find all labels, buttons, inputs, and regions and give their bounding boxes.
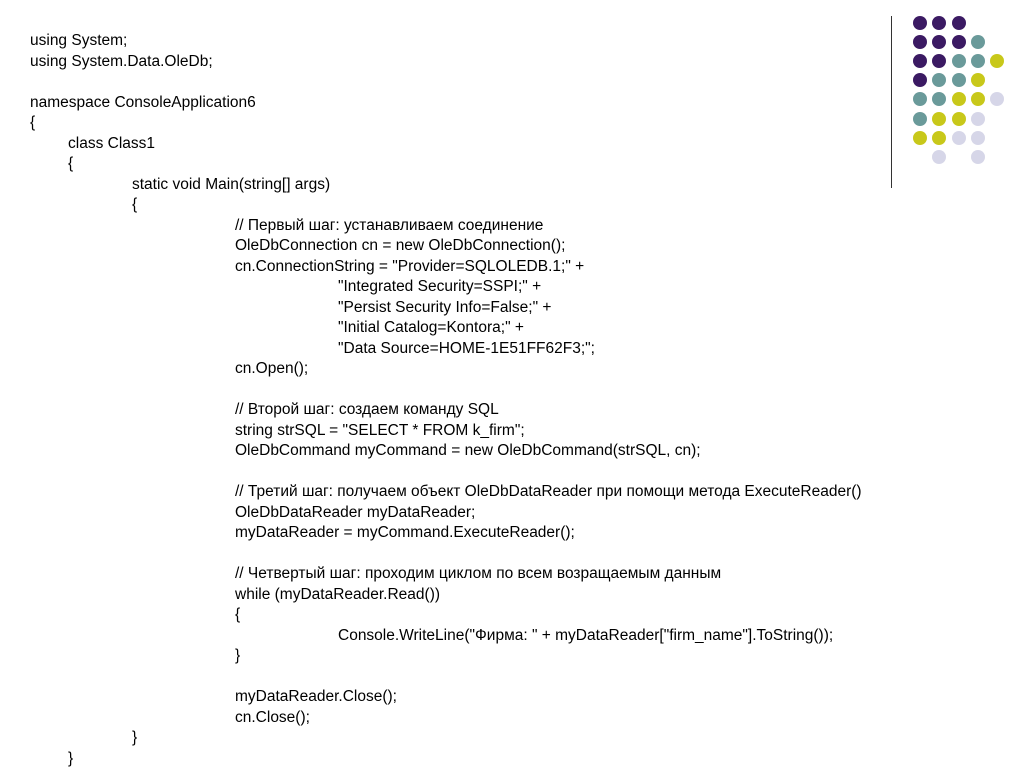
decorative-dot [971, 112, 985, 126]
decorative-dot [952, 73, 966, 87]
decorative-dot [913, 92, 927, 106]
code-line: OleDbCommand myCommand = new OleDbCommand(strSQL, cn); [235, 442, 701, 459]
code-line: cn.ConnectionString = "Provider=SQLOLEDB.1;" + [235, 257, 585, 275]
decorative-dot [913, 131, 927, 145]
decorative-dot [952, 131, 966, 145]
code-line: { [235, 606, 241, 623]
code-line: } [68, 749, 74, 767]
decorative-dot [913, 16, 927, 30]
decorative-dot [990, 54, 1004, 68]
code-line: static void Main(string[] args) [132, 175, 331, 193]
code-line: } [132, 729, 138, 746]
decorative-dot [932, 92, 946, 106]
decorative-dot [932, 112, 946, 126]
code-line: "Initial Catalog=Kontora;" + [338, 319, 524, 336]
decorative-dot [971, 73, 985, 87]
decorative-dot [932, 150, 946, 164]
decorative-dot [952, 35, 966, 49]
code-line: myDataReader = myCommand.ExecuteReader(); [235, 524, 575, 541]
code-line: while (myDataReader.Read()) [235, 585, 441, 603]
decorative-dot [971, 35, 985, 49]
code-line: // Первый шаг: устанавливаем соединение [235, 216, 544, 234]
code-line: namespace ConsoleApplication6 [30, 93, 256, 111]
decorative-dot [971, 54, 985, 68]
decorative-dot [952, 54, 966, 68]
code-line: { [132, 196, 138, 213]
code-line: OleDbConnection cn = new OleDbConnection(); [235, 237, 566, 254]
code-line: class Class1 [68, 134, 155, 152]
code-line: cn.Open(); [235, 360, 309, 377]
decorative-dot [990, 92, 1004, 106]
decorative-dot [971, 131, 985, 145]
decorative-dot [932, 131, 946, 145]
decorative-dot [913, 73, 927, 87]
code-line: Console.WriteLine("Фирма: " + myDataReader["firm_name"].ToString()); [338, 626, 834, 644]
decorative-dot [913, 54, 927, 68]
decorative-dot [952, 92, 966, 106]
code-line: // Второй шаг: создаем команду SQL [235, 401, 499, 418]
code-line: "Data Source=HOME-1E51FF62F3;"; [338, 339, 595, 357]
code-line: // Третий шаг: получаем объект OleDbDataReader при помощи метода ExecuteReader() [235, 483, 862, 500]
decorative-dot [971, 150, 985, 164]
decorative-dot [932, 16, 946, 30]
code-line: myDataReader.Close(); [235, 688, 397, 705]
decorative-dot [913, 112, 927, 126]
code-line: "Integrated Security=SSPI;" + [338, 278, 542, 295]
divider-line [891, 16, 892, 188]
decorative-dot [971, 92, 985, 106]
code-line: { [30, 114, 36, 131]
code-line: // Четвертый шаг: проходим циклом по всем возращаемым данным [235, 565, 722, 582]
code-line: cn.Close(); [235, 708, 310, 726]
code-line: using System.Data.OleDb; [30, 52, 213, 70]
decorative-dot [932, 73, 946, 87]
code-line: } [235, 647, 241, 664]
code-line: OleDbDataReader myDataReader; [235, 503, 476, 521]
decorative-dot [952, 112, 966, 126]
decorative-dot [932, 35, 946, 49]
decorative-dot [952, 16, 966, 30]
decorative-dot [913, 35, 927, 49]
code-line: "Persist Security Info=False;" + [338, 298, 552, 316]
code-line: using System; [30, 32, 128, 49]
decorative-dot [932, 54, 946, 68]
code-line: string strSQL = "SELECT * FROM k_firm"; [235, 421, 525, 439]
code-line: { [68, 155, 74, 172]
